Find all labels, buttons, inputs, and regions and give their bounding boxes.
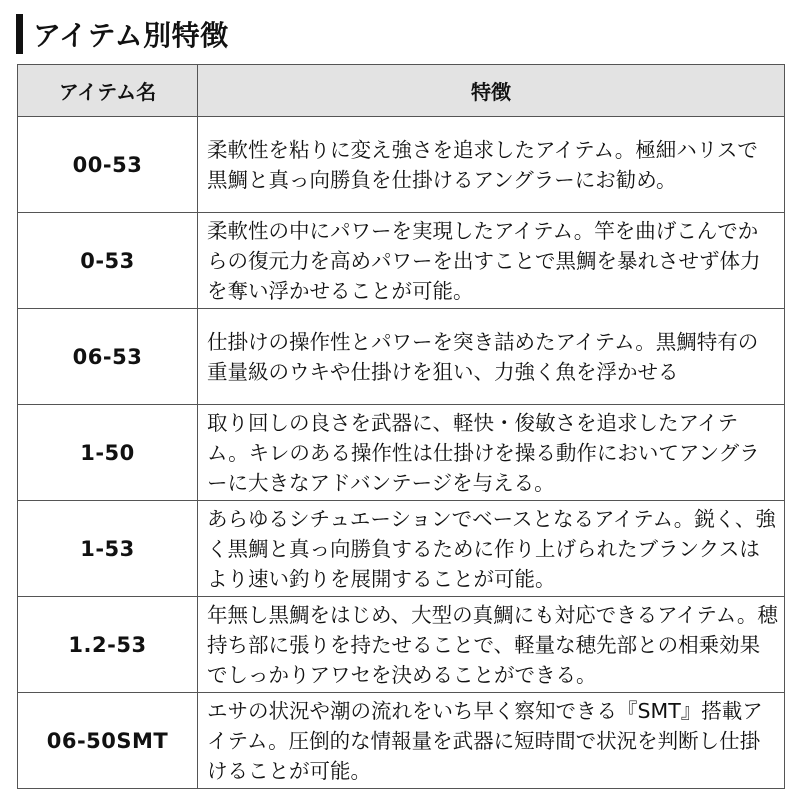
heading-accent-bar bbox=[16, 14, 23, 54]
table-row bbox=[18, 309, 785, 405]
table-row bbox=[18, 501, 785, 597]
item-feature-cell: 仕掛けの操作性とパワーを突き詰めたアイテム。黒鯛特有の重量級のウキや仕掛けを狙い、力強く魚を浮かせる bbox=[198, 309, 785, 405]
table-row bbox=[18, 693, 785, 789]
column-header-feature: 特徴 bbox=[198, 65, 785, 117]
section-heading bbox=[16, 12, 229, 56]
item-name-cell: 1-53 bbox=[18, 501, 198, 597]
item-name-cell: 1.2-53 bbox=[18, 597, 198, 693]
page-title: アイテム別特徴 bbox=[33, 19, 229, 52]
item-name-cell: 1-50 bbox=[18, 405, 198, 501]
item-feature-cell: エサの状況や潮の流れをいち早く察知できる『SMT』搭載アイテム。圧倒的な情報量を武器に短時間で状況を判断し仕掛けることが可能。 bbox=[198, 693, 785, 789]
table-row bbox=[18, 213, 785, 309]
table-row bbox=[18, 597, 785, 693]
item-feature-cell: あらゆるシチュエーションでベースとなるアイテム。鋭く、強く黒鯛と真っ向勝負するために作り上げられたブランクスはより速い釣りを展開することが可能。 bbox=[198, 501, 785, 597]
item-name-cell: 00-53 bbox=[18, 117, 198, 213]
item-feature-cell: 年無し黒鯛をはじめ、大型の真鯛にも対応できるアイテム。穂持ち部に張りを持たせることで、軽量な穂先部との相乗効果でしっかりアワセを決めることができる。 bbox=[198, 597, 785, 693]
table-row bbox=[18, 117, 785, 213]
table-header-row bbox=[18, 65, 785, 117]
column-header-item: アイテム名 bbox=[18, 65, 198, 117]
item-feature-cell: 柔軟性の中にパワーを実現したアイテム。竿を曲げこんでからの復元力を高めパワーを出すことで黒鯛を暴れさせず体力を奪い浮かせることが可能。 bbox=[198, 213, 785, 309]
item-feature-table bbox=[17, 64, 785, 789]
item-name-cell: 06-50SMT bbox=[18, 693, 198, 789]
item-feature-cell: 取り回しの良さを武器に、軽快・俊敏さを追求したアイテム。キレのある操作性は仕掛けを操る動作においてアングラーに大きなアドバンテージを与える。 bbox=[198, 405, 785, 501]
item-name-cell: 0-53 bbox=[18, 213, 198, 309]
table-row bbox=[18, 405, 785, 501]
item-feature-cell: 柔軟性を粘りに変え強さを追求したアイテム。極細ハリスで黒鯛と真っ向勝負を仕掛けるアングラーにお勧め。 bbox=[198, 117, 785, 213]
item-name-cell: 06-53 bbox=[18, 309, 198, 405]
